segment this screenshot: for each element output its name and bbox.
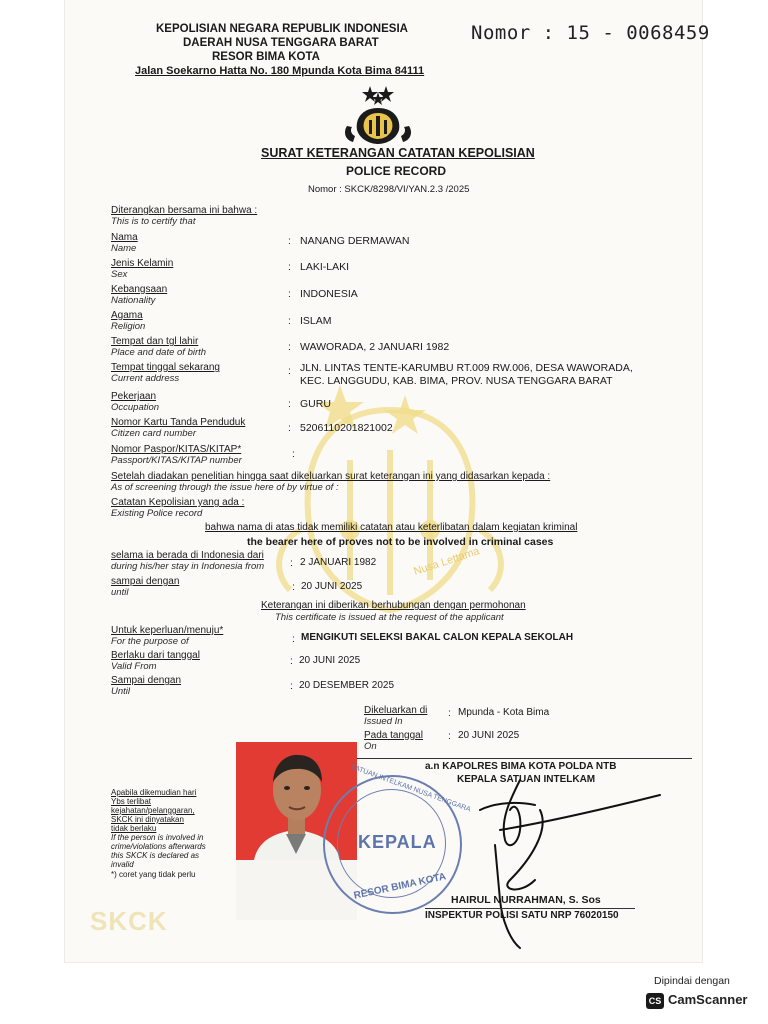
screening-label: Setelah diadakan penelitian hingga saat dikeluarkan surat keterangan ini yang didasarkan kepada : bbox=[111, 471, 551, 482]
note-line: SKCK ini dinyatakan bbox=[111, 815, 184, 824]
field-birth-label-en: Place and date of birth bbox=[111, 347, 207, 358]
stamp-center-text: KEPALA bbox=[358, 832, 437, 852]
request-text: Keterangan ini diberikan berhubungan dengan permohonan bbox=[261, 600, 526, 611]
watermark-emblem bbox=[240, 380, 540, 630]
agency-line-3: RESOR BIMA KOTA bbox=[212, 51, 320, 63]
signatory-line-2: KEPALA SATUAN INTELKAM bbox=[457, 774, 596, 785]
issued-in-label: Dikeluarkan di bbox=[364, 705, 428, 716]
stay-from-value: 2 JANUARI 1982 bbox=[300, 557, 377, 568]
valid-from-value: 20 JUNI 2025 bbox=[299, 655, 361, 666]
issued-on-value: 20 JUNI 2025 bbox=[458, 730, 520, 741]
note-line: tidak berlaku bbox=[111, 824, 157, 833]
camscanner-badge bbox=[642, 972, 754, 1012]
intro-label-en: This is to certify that bbox=[111, 216, 196, 227]
skck-watermark-logo: SKCK bbox=[90, 906, 168, 936]
colon: : bbox=[448, 730, 451, 742]
signatory-line-1: a.n KAPOLRES BIMA KOTA POLDA NTB bbox=[425, 761, 617, 772]
colon: : bbox=[292, 633, 295, 645]
valid-from-label-en: Valid From bbox=[111, 661, 157, 672]
statement-text-en: the bearer here of proves not to be involved in criminal cases bbox=[247, 536, 554, 548]
field-id-card-value: 5206110201821002 bbox=[300, 422, 393, 434]
colon: : bbox=[448, 707, 451, 719]
colon: : bbox=[290, 680, 293, 692]
note-line-en: If the person is involved in bbox=[111, 833, 204, 842]
screening-label-en: As of screening through the issue here of by virtue of : bbox=[111, 482, 339, 493]
camscanner-logo-icon: CS bbox=[646, 993, 664, 1009]
stay-until-label-en: until bbox=[111, 587, 129, 598]
stay-until-value: 20 JUNI 2025 bbox=[301, 581, 363, 592]
footnote: *) coret yang tidak perlu bbox=[111, 870, 196, 879]
colon: : bbox=[292, 448, 295, 460]
colon: : bbox=[288, 422, 291, 434]
signatory-divider bbox=[357, 758, 692, 759]
note-line-en: crime/violations afterwards bbox=[111, 842, 206, 851]
document-title: SURAT KETERANGAN CATATAN KEPOLISIAN bbox=[261, 146, 535, 160]
field-occupation-label: Pekerjaan bbox=[111, 391, 157, 402]
colon: : bbox=[290, 557, 293, 569]
valid-until-label: Sampai dengan bbox=[111, 675, 182, 686]
stay-from-label: selama ia berada di Indonesia dari bbox=[111, 550, 264, 561]
field-sex-label-en: Sex bbox=[111, 269, 128, 280]
watermark-arc-text: Nusa Lettama bbox=[412, 545, 482, 578]
record-label-en: Existing Police record bbox=[111, 508, 203, 519]
colon: : bbox=[288, 235, 291, 247]
field-occupation-label-en: Occupation bbox=[111, 402, 160, 413]
request-text-en: This certificate is issued at the request of the applicant bbox=[275, 612, 504, 623]
agency-line-1: KEPOLISIAN NEGARA REPUBLIK INDONESIA bbox=[156, 23, 408, 35]
field-address-value-line2: KEC. LANGGUDU, KAB. BIMA, PROV. NUSA TENGGARA BARAT bbox=[300, 375, 613, 387]
signatory-rank: INSPEKTUR POLISI SATU NRP 76020150 bbox=[425, 910, 619, 921]
field-id-card-label: Nomor Kartu Tanda Penduduk bbox=[111, 417, 246, 428]
colon: : bbox=[288, 341, 291, 353]
field-address-label-en: Current address bbox=[111, 373, 180, 384]
record-label: Catatan Kepolisian yang ada : bbox=[111, 497, 245, 508]
valid-from-label: Berlaku dari tanggal bbox=[111, 650, 200, 661]
colon: : bbox=[290, 655, 293, 667]
purpose-label-en: For the purpose of bbox=[111, 636, 189, 647]
signature bbox=[440, 770, 690, 950]
scanner-brand: CamScanner bbox=[668, 992, 748, 1007]
signatory-name: HAIRUL NURRAHMAN, S. Sos bbox=[451, 894, 601, 906]
intro-label: Diterangkan bersama ini bahwa : bbox=[111, 205, 258, 216]
note-line-en: invalid bbox=[111, 860, 134, 869]
field-birth-value: WAWORADA, 2 JANUARI 1982 bbox=[300, 341, 450, 353]
purpose-value: MENGIKUTI SELEKSI BAKAL CALON KEPALA SEKOLAH bbox=[301, 632, 574, 643]
issued-in-label-en: Issued In bbox=[364, 716, 403, 727]
serial-number: Nomor : 15 - 0068459 bbox=[471, 22, 710, 44]
valid-until-label-en: Until bbox=[111, 686, 131, 697]
field-address-value: JLN. LINTAS TENTE-KARUMBU RT.009 RW.006, DESA WAWORADA, bbox=[300, 362, 633, 374]
colon: : bbox=[288, 261, 291, 273]
valid-until-value: 20 DESEMBER 2025 bbox=[299, 680, 395, 691]
stay-from-label-en: during his/her stay in Indonesia from bbox=[111, 561, 265, 572]
issued-in-value: Mpunda - Kota Bima bbox=[458, 707, 550, 718]
stay-until-label: sampai dengan bbox=[111, 576, 180, 587]
police-emblem bbox=[343, 86, 413, 146]
field-passport-label-en: Passport/KITAS/KITAP number bbox=[111, 455, 242, 466]
colon: : bbox=[288, 365, 291, 377]
issued-on-label: Pada tanggal bbox=[364, 730, 423, 741]
field-name-value: NANANG DERMAWAN bbox=[300, 235, 410, 247]
field-name-label: Nama bbox=[111, 232, 138, 243]
issued-on-label-en: On bbox=[364, 741, 377, 752]
field-religion-label: Agama bbox=[111, 310, 143, 321]
field-nationality-value: INDONESIA bbox=[300, 288, 358, 300]
field-nationality-label-en: Nationality bbox=[111, 295, 156, 306]
note-line: Ybs terlibat bbox=[111, 797, 152, 806]
stamp-ring-top-text: SATUAN INTELKAM NUSA TENGGARA bbox=[349, 763, 472, 814]
stamp-ring-bottom-text: RESOR BIMA KOTA bbox=[352, 871, 448, 902]
note-line: Apabila dikemudian hari bbox=[111, 788, 197, 797]
purpose-label: Untuk keperluan/menuju* bbox=[111, 625, 224, 636]
field-sex-value: LAKI-LAKI bbox=[300, 261, 350, 273]
colon: : bbox=[288, 398, 291, 410]
statement-text: bahwa nama di atas tidak memiliki catatan atau keterlibatan dalam kegiatan kriminal bbox=[205, 522, 578, 533]
colon: : bbox=[288, 288, 291, 300]
colon: : bbox=[288, 315, 291, 327]
agency-line-2: DAERAH NUSA TENGGARA BARAT bbox=[183, 37, 379, 49]
field-birth-label: Tempat dan tgl lahir bbox=[111, 336, 199, 347]
signatory-name-underline bbox=[425, 908, 635, 909]
scanner-caption: Dipindai dengan bbox=[654, 975, 730, 987]
document-number: Nomor : SKCK/8298/VI/YAN.2.3 /2025 bbox=[308, 184, 470, 195]
note-line-en: this SKCK is declared as bbox=[111, 851, 200, 860]
colon: : bbox=[292, 581, 295, 593]
field-occupation-value: GURU bbox=[300, 398, 331, 410]
field-id-card-label-en: Citizen card number bbox=[111, 428, 197, 439]
document-subtitle: POLICE RECORD bbox=[346, 164, 447, 178]
field-religion-value: ISLAM bbox=[300, 315, 332, 327]
note-line: kejahatan/pelanggaran, bbox=[111, 806, 195, 815]
field-sex-label: Jenis Kelamin bbox=[111, 258, 174, 269]
agency-address: Jalan Soekarno Hatta No. 180 Mpunda Kota Bima 84111 bbox=[135, 65, 425, 77]
field-address-label: Tempat tinggal sekarang bbox=[111, 362, 220, 373]
validity-note bbox=[111, 788, 206, 879]
field-nationality-label: Kebangsaan bbox=[111, 284, 168, 295]
field-religion-label-en: Religion bbox=[111, 321, 146, 332]
field-passport-label: Nomor Paspor/KITAS/KITAP* bbox=[111, 444, 242, 455]
field-name-label-en: Name bbox=[111, 243, 137, 254]
